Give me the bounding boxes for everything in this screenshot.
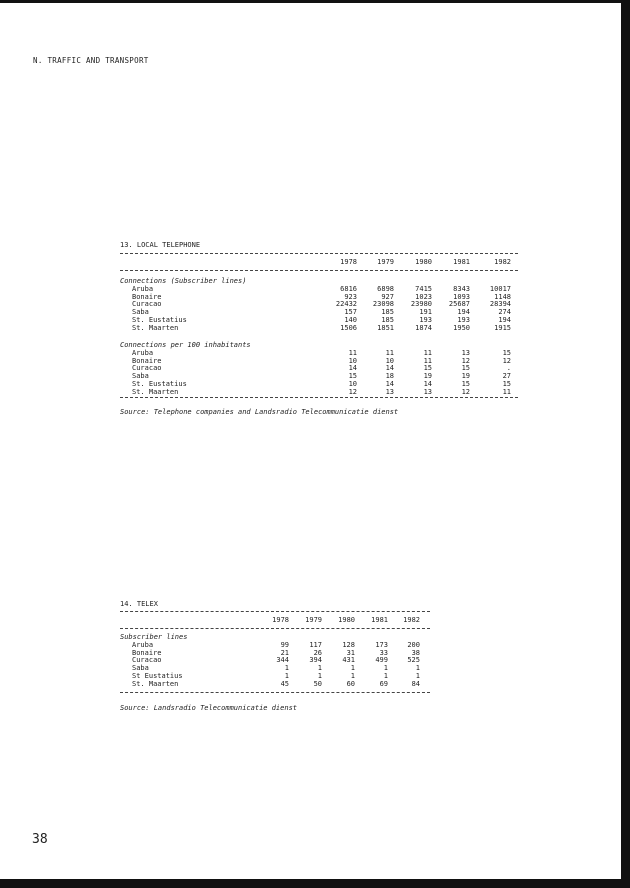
row-value: 31 [346, 648, 355, 657]
table-row [120, 300, 518, 308]
row-value: 193 [457, 316, 470, 324]
page-number: 38 [32, 832, 48, 847]
row-value: 274 [498, 308, 511, 317]
section-heading: Connections per 100 inhabitants [120, 341, 251, 349]
row-label: St. Eustatius [132, 380, 187, 388]
scan-edge-top [0, 0, 630, 3]
scan-edge-right [621, 0, 630, 888]
row-value: 15 [461, 364, 470, 373]
row-label: Bonaire [132, 292, 162, 301]
year-header: 1980 [415, 258, 432, 266]
table-row [120, 316, 518, 324]
row-value: 60 [346, 679, 355, 688]
row-value: 1 [317, 672, 322, 680]
row-value: 15 [423, 364, 432, 373]
row-value: 26 [313, 648, 322, 657]
dashed-rule [120, 253, 518, 254]
row-value: 185 [381, 316, 394, 324]
dashed-rule [120, 692, 430, 693]
row-value: 22432 [335, 300, 357, 309]
header-row [120, 616, 430, 624]
row-label: Saba [132, 372, 149, 381]
row-value: 1 [350, 664, 355, 673]
row-value: 1915 [494, 323, 511, 332]
table-row [120, 324, 518, 332]
row-value: 1 [350, 672, 355, 680]
row-value: 69 [379, 679, 388, 688]
row-value: 13 [423, 387, 432, 396]
row-value: 19 [461, 372, 470, 381]
row-value: 157 [344, 308, 357, 317]
row-value: 14 [423, 380, 432, 388]
row-value: 6898 [377, 284, 394, 293]
table-row [120, 656, 430, 664]
row-value: 128 [342, 640, 355, 649]
row-value: 12 [461, 387, 470, 396]
section-heading: Subscriber lines [120, 633, 188, 641]
row-label: St Eustatius [132, 672, 183, 680]
row-label: Aruba [132, 348, 154, 357]
row-value: 18 [385, 372, 394, 381]
row-value: 15 [461, 380, 470, 388]
row-label: Saba [132, 664, 149, 673]
row-value: 15 [348, 372, 357, 381]
row-value: 1023 [415, 292, 432, 301]
row-value: 14 [348, 364, 357, 373]
dashed-rule [120, 397, 518, 398]
row-value: 1 [415, 672, 420, 680]
row-label: Bonaire [132, 356, 162, 365]
row-label: Saba [132, 308, 149, 317]
row-value: 1 [383, 672, 388, 680]
row-value: 28394 [489, 300, 511, 309]
row-value: 499 [375, 656, 388, 665]
row-value: 394 [309, 656, 322, 665]
row-value: 12 [502, 356, 511, 365]
row-value: 191 [419, 308, 432, 317]
row-value: 33 [379, 648, 388, 657]
year-header: 1978 [340, 258, 357, 266]
table-title: 14. TELEX [120, 600, 158, 608]
source-note: Source: Telephone companies and Landsradio Telecommunicatie dienst [120, 408, 399, 416]
row-value: 923 [344, 292, 357, 301]
row-value: 927 [381, 292, 394, 301]
table-row [120, 641, 430, 649]
row-label: Aruba [132, 284, 154, 293]
header-row [120, 258, 518, 266]
table-row [120, 285, 518, 293]
row-value: 14 [385, 380, 394, 388]
table-row [120, 364, 518, 372]
dashed-rule [120, 270, 518, 271]
row-value: 10 [348, 356, 357, 365]
row-value: 11 [385, 348, 394, 357]
row-label: Bonaire [132, 648, 162, 657]
row-value: 84 [411, 679, 420, 688]
row-value: 173 [375, 640, 388, 649]
row-value: 1506 [340, 323, 357, 332]
row-value: 12 [461, 356, 470, 365]
row-value: 117 [309, 640, 322, 649]
row-value: 15 [502, 348, 511, 357]
row-value: 185 [381, 308, 394, 317]
row-value: 25687 [448, 300, 470, 309]
table-row [120, 357, 518, 365]
year-header: 1982 [403, 616, 420, 624]
row-value: 10 [385, 356, 394, 365]
row-value: 21 [280, 648, 289, 657]
row-value: 431 [342, 656, 355, 665]
row-value: 1 [317, 664, 322, 673]
row-value: 14 [385, 364, 394, 373]
table-row [120, 308, 518, 316]
table-row [120, 649, 430, 657]
row-value: 13 [461, 348, 470, 357]
row-value: 11 [502, 387, 511, 396]
year-header: 1981 [371, 616, 388, 624]
row-value: 19 [423, 372, 432, 381]
row-value: 1093 [453, 292, 470, 301]
row-label: Curacao [132, 300, 162, 309]
row-value: 525 [407, 656, 420, 665]
table-row [120, 349, 518, 357]
table-row [120, 293, 518, 301]
page-header: N. TRAFFIC AND TRANSPORT [33, 56, 149, 65]
table-row [120, 380, 518, 388]
row-value: 23980 [410, 300, 432, 309]
table-row [120, 664, 430, 672]
row-value: 1 [415, 664, 420, 673]
row-value: 12 [348, 387, 357, 396]
row-label: St. Maarten [132, 387, 179, 396]
year-header: 1979 [377, 258, 394, 266]
row-value: 344 [276, 656, 289, 665]
row-label: Aruba [132, 640, 154, 649]
table-row [120, 672, 430, 680]
row-value: 193 [419, 316, 432, 324]
row-value: 45 [280, 679, 289, 688]
row-label: St. Maarten [132, 323, 179, 332]
row-value: 1950 [453, 323, 470, 332]
row-value: 50 [313, 679, 322, 688]
row-value: 10017 [489, 284, 511, 293]
row-value: . [506, 364, 511, 373]
table-row [120, 388, 518, 396]
year-header: 1980 [338, 616, 355, 624]
row-label: Curacao [132, 364, 162, 373]
row-value: 10 [348, 380, 357, 388]
row-value: 140 [344, 316, 357, 324]
row-value: 38 [411, 648, 420, 657]
row-value: 99 [280, 640, 289, 649]
row-value: 200 [407, 640, 420, 649]
row-value: 11 [348, 348, 357, 357]
table-row [120, 372, 518, 380]
row-value: 11 [423, 348, 432, 357]
row-label: St. Maarten [132, 679, 179, 688]
row-label: St. Eustatius [132, 316, 187, 324]
section-heading: Connections (Subscriber lines) [120, 277, 247, 285]
row-value: 1874 [415, 323, 432, 332]
row-value: 7415 [415, 284, 432, 293]
table-title: 13. LOCAL TELEPHONE [120, 241, 201, 249]
row-value: 1851 [377, 323, 394, 332]
row-value: 1 [383, 664, 388, 673]
year-header: 1979 [305, 616, 322, 624]
year-header: 1981 [453, 258, 470, 266]
year-header: 1978 [272, 616, 289, 624]
row-value: 1 [284, 664, 289, 673]
row-value: 6816 [340, 284, 357, 293]
row-value: 13 [385, 387, 394, 396]
source-note: Source: Landsradio Telecommunicatie dienst [120, 704, 298, 712]
row-value: 1 [284, 672, 289, 680]
row-value: 194 [457, 308, 470, 317]
row-label: Curacao [132, 656, 162, 665]
scan-edge-bottom [0, 879, 630, 888]
year-header: 1982 [494, 258, 511, 266]
row-value: 23098 [372, 300, 394, 309]
row-value: 15 [502, 380, 511, 388]
row-value: 8343 [453, 284, 470, 293]
row-value: 11 [423, 356, 432, 365]
dashed-rule [120, 628, 430, 629]
row-value: 1148 [494, 292, 511, 301]
dashed-rule [120, 611, 430, 612]
row-value: 27 [502, 372, 511, 381]
table-row [120, 680, 430, 688]
row-value: 194 [498, 316, 511, 324]
